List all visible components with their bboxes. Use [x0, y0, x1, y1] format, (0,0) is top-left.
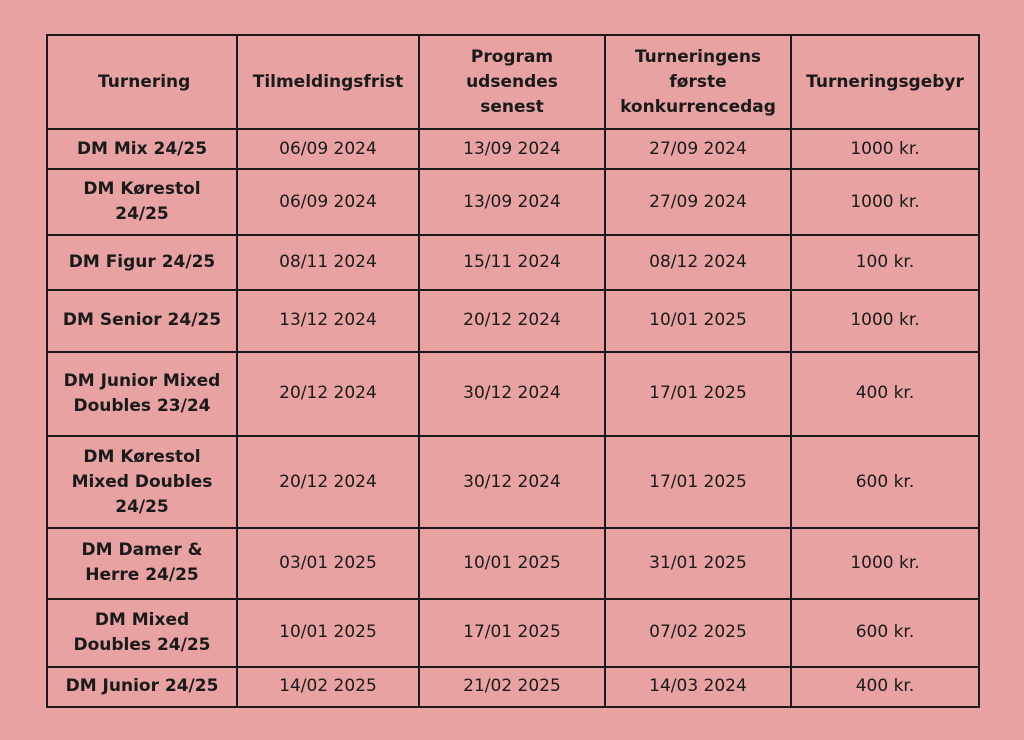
cell-gebyr: 1000 kr. [791, 290, 979, 352]
cell-turnering: DM Junior 24/25 [47, 667, 237, 707]
cell-tilmeldingsfrist: 06/09 2024 [237, 169, 419, 235]
cell-turnering: DM Mix 24/25 [47, 129, 237, 169]
cell-turnering: DM Damer & Herre 24/25 [47, 528, 237, 598]
cell-turnering: DM Junior Mixed Doubles 23/24 [47, 352, 237, 436]
cell-program: 30/12 2024 [419, 352, 605, 436]
cell-gebyr: 1000 kr. [791, 169, 979, 235]
table-row [47, 436, 979, 528]
cell-first-day: 17/01 2025 [605, 352, 791, 436]
header-tilmeldingsfrist: Tilmeldingsfrist [237, 35, 419, 129]
table-row [47, 528, 979, 598]
tournament-table [46, 34, 980, 708]
cell-first-day: 14/03 2024 [605, 667, 791, 707]
header-row [47, 35, 979, 129]
cell-program: 17/01 2025 [419, 599, 605, 667]
cell-program: 10/01 2025 [419, 528, 605, 598]
cell-tilmeldingsfrist: 08/11 2024 [237, 235, 419, 289]
cell-tilmeldingsfrist: 10/01 2025 [237, 599, 419, 667]
cell-tilmeldingsfrist: 13/12 2024 [237, 290, 419, 352]
cell-program: 30/12 2024 [419, 436, 605, 528]
header-first-day: Turneringens første konkurrencedag [605, 35, 791, 129]
cell-gebyr: 400 kr. [791, 352, 979, 436]
cell-gebyr: 600 kr. [791, 599, 979, 667]
cell-first-day: 10/01 2025 [605, 290, 791, 352]
header-program: Program udsendes senest [419, 35, 605, 129]
header-gebyr: Turneringsgebyr [791, 35, 979, 129]
cell-tilmeldingsfrist: 06/09 2024 [237, 129, 419, 169]
cell-first-day: 07/02 2025 [605, 599, 791, 667]
table-row [47, 169, 979, 235]
table-row [47, 235, 979, 289]
cell-gebyr: 1000 kr. [791, 528, 979, 598]
cell-turnering: DM Senior 24/25 [47, 290, 237, 352]
cell-turnering: DM Kørestol 24/25 [47, 169, 237, 235]
cell-tilmeldingsfrist: 20/12 2024 [237, 436, 419, 528]
cell-turnering: DM Kørestol Mixed Doubles 24/25 [47, 436, 237, 528]
cell-program: 13/09 2024 [419, 129, 605, 169]
table-row [47, 599, 979, 667]
cell-first-day: 27/09 2024 [605, 129, 791, 169]
cell-turnering: DM Mixed Doubles 24/25 [47, 599, 237, 667]
table-row [47, 352, 979, 436]
cell-first-day: 08/12 2024 [605, 235, 791, 289]
cell-gebyr: 1000 kr. [791, 129, 979, 169]
cell-first-day: 31/01 2025 [605, 528, 791, 598]
cell-turnering: DM Figur 24/25 [47, 235, 237, 289]
cell-program: 21/02 2025 [419, 667, 605, 707]
cell-tilmeldingsfrist: 03/01 2025 [237, 528, 419, 598]
cell-gebyr: 100 kr. [791, 235, 979, 289]
cell-tilmeldingsfrist: 14/02 2025 [237, 667, 419, 707]
header-turnering: Turnering [47, 35, 237, 129]
table-row [47, 667, 979, 707]
cell-program: 15/11 2024 [419, 235, 605, 289]
cell-first-day: 27/09 2024 [605, 169, 791, 235]
cell-gebyr: 400 kr. [791, 667, 979, 707]
table-row [47, 129, 979, 169]
cell-program: 20/12 2024 [419, 290, 605, 352]
cell-first-day: 17/01 2025 [605, 436, 791, 528]
table-row [47, 290, 979, 352]
cell-gebyr: 600 kr. [791, 436, 979, 528]
cell-tilmeldingsfrist: 20/12 2024 [237, 352, 419, 436]
cell-program: 13/09 2024 [419, 169, 605, 235]
